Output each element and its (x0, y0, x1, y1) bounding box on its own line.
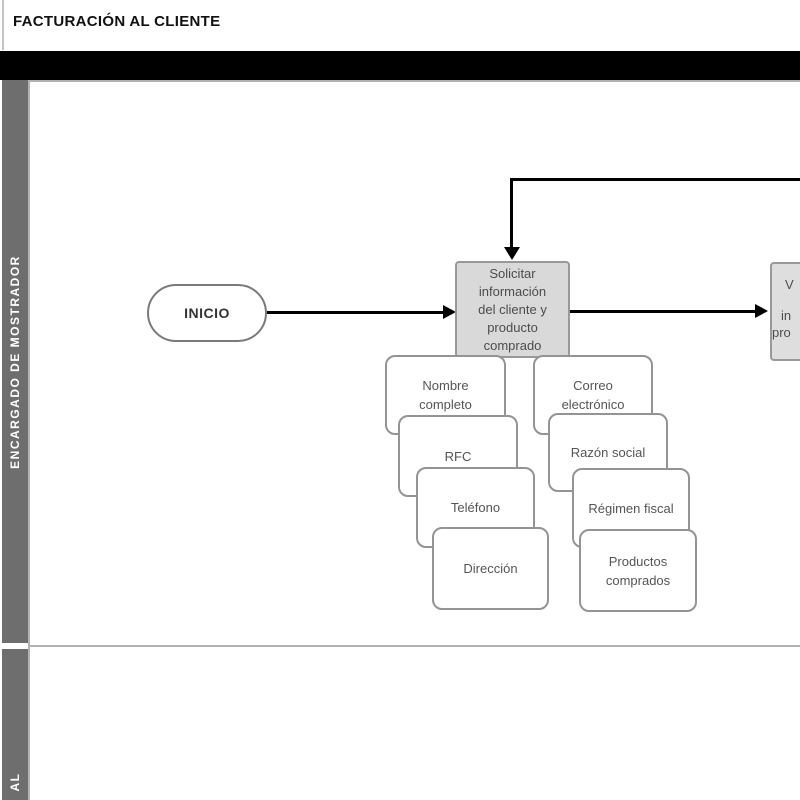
toolbar-black-bar (0, 51, 800, 80)
card-label: Régimen fiscal (588, 500, 674, 516)
process-text-fragment: in (781, 308, 792, 323)
data-card-direccion[interactable] (432, 527, 549, 610)
data-card-productos-comprados[interactable] (579, 529, 697, 612)
title-left-divider (2, 0, 4, 50)
lane-header-encargado-de-mostrador[interactable] (2, 80, 28, 643)
arrowhead-right-icon (755, 304, 768, 318)
connector-top-vertical[interactable] (510, 178, 513, 248)
process-text-fragment: V (785, 277, 794, 292)
process-text-fragment: pro (772, 325, 791, 340)
card-label: Correo electrónico (561, 378, 625, 412)
start-terminator-inicio[interactable] (147, 284, 267, 342)
connector-inicio-to-solicitar[interactable] (267, 311, 444, 314)
process-partial-right[interactable] (770, 262, 800, 361)
lane-header-second[interactable] (2, 649, 28, 800)
arrowhead-down-icon (504, 247, 520, 260)
process-text-line: Solicitar (489, 265, 536, 281)
connector-solicitar-to-next[interactable] (570, 310, 756, 313)
process-text-line: del cliente y (478, 301, 547, 317)
card-label: Teléfono (450, 500, 501, 515)
lane-label-partial: AL (8, 772, 22, 792)
lane-label: ENCARGADO DE MOSTRADOR (8, 254, 22, 469)
process-text-line: producto (487, 319, 538, 335)
card-label: Nombre completo (419, 378, 472, 412)
start-label: INICIO (184, 305, 230, 321)
connector-top-horizontal[interactable] (511, 178, 800, 181)
card-label: Razón social (570, 445, 646, 460)
process-text-line: comprado (483, 337, 542, 353)
process-text-line: información (478, 283, 547, 299)
process-solicitar-informacion[interactable] (455, 261, 570, 358)
card-label: Dirección (463, 561, 518, 576)
lane-body-second (28, 645, 800, 800)
page-title: FACTURACIÓN AL CLIENTE (13, 13, 221, 30)
card-label: RFC (444, 448, 472, 464)
card-label: Productos comprados (605, 553, 671, 588)
